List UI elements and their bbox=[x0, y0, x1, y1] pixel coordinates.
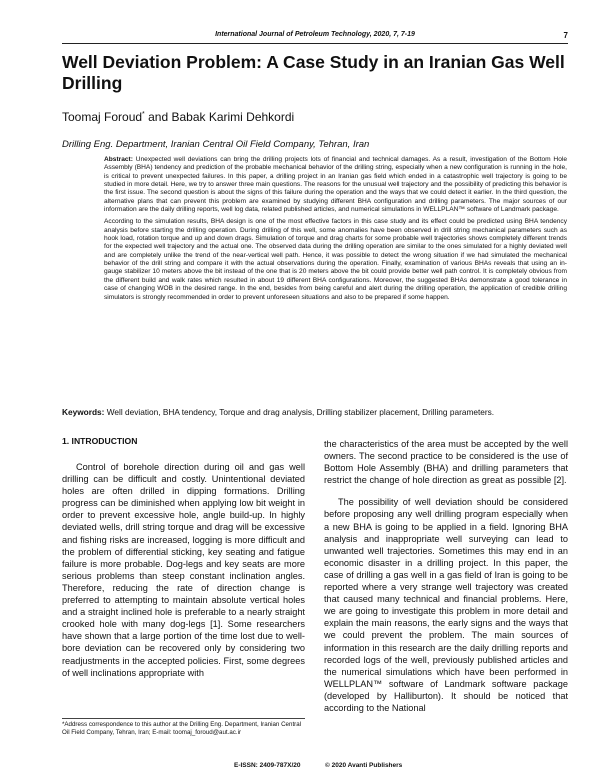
page-number: 7 bbox=[563, 31, 568, 40]
affiliation: Drilling Eng. Department, Iranian Central Oil Field Company, Tehran, Iran bbox=[62, 139, 370, 150]
running-header: International Journal of Petroleum Technology, 2020, 7, 7-19 bbox=[215, 31, 415, 38]
author-list bbox=[62, 110, 294, 124]
author-first: Toomaj Foroud bbox=[62, 110, 143, 124]
keywords-text: Well deviation, BHA tendency, Torque and drag analysis, Drilling stabilizer placement, Drilling parameters. bbox=[106, 407, 495, 417]
header-rule bbox=[62, 43, 568, 44]
footer-issn: E-ISSN: 2409-787X/20 bbox=[234, 762, 301, 769]
corresponding-mark: * bbox=[142, 111, 145, 118]
intro-paragraph-1: Control of borehole direction during oil and gas well drilling can be difficult and costly. Unintentional deviated holes are often drilled in dipping formations. Drilling progress can be diminished when applying low bit weight in order to prevent excessive hole, angle build-up. In highly deviated wells, drill string torque and drag will be excessive and fishing risks are increased, logging is more difficult and the problem of differential sticking, key seating and fatigue failure is more probable. Dog-legs and key seats are more serious problems than steep constant inclination angles. Therefore, reducing the rate of direction change is preferred to attempting to maintain absolute vertical holes and a straight inclined hole is preferable to a nearly straight crooked hole with many dog-legs [1]. Some researchers have shown that a large portion of the time lost due to well-bore deviation can be recovered only by considering two readjustments in the accepted policies. First, some degrees of well inclinations appropriate with bbox=[62, 462, 305, 678]
section-heading: 1. INTRODUCTION bbox=[62, 436, 138, 446]
abstract-paragraph-1 bbox=[104, 156, 567, 214]
footnote: *Address correspondence to this author at the Drilling Eng. Department, Iranian Central Oil Field Company, Tehran, Iran; E-mail: toomaj_foroud@aut.ac.ir bbox=[62, 721, 302, 737]
intro-paragraph-continued: the characteristics of the area must be accepted by the well owners. The second practice to be considered is the use of Bottom Hole Assembly (BHA) and drilling parameters that restrict the change of hole direction as great as possible [2]. bbox=[324, 439, 568, 486]
footnote-rule bbox=[62, 718, 305, 719]
right-column bbox=[324, 438, 568, 724]
intro-paragraph-2: The possibility of well deviation should be considered before proposing any well drilling program especially when a new BHA is going to be applied in a field. Ignoring BHA analysis and inappropriate well surveying can lead to unwanted well trajectories. Sometimes this may end in an economic disaster in a drilling project. In this paper, the case of drilling a gas well in a gas field of Iran is going to be reported where a very strange well trajectory was created that caused many technical and financial problems. Here, we are going to investigate this problem in more detail and explain the main reasons, the early signs and the ways that we could prevent the problem. The main sources of information in this research are the daily drilling reports and recorded logs of the well, previously published articles and the numerical simulations which have been performed in WELLPLAN™ software of Landmark software package (developed by Halliburton). It should be noticed that according to the National bbox=[324, 497, 568, 713]
keywords bbox=[62, 407, 582, 417]
abstract-paragraph-2: According to the simulation results, BHA design is one of the most effective factors in this case study and its effect could be predicted using BHA tendency analysis before starting the drilling operation. During drilling of this well, some anomalies have been observed in drill string mechanical parameters such as hook load, rotation torque and up and down drags. Simulation of torque and drag charts for some probable well trajectories shows completely different trends for the expected well trajectory and the actual one. The observed data during the drilling operation are similar to the ones simulated for a highly deviated well and are completely unlike the trend of the near-vertical well path. Hence, it was possible to detect the wrong situation if we had simulated the mechanical behavior of the drill string and compare it with the actual observations during the operation. Finally, examination of various BHAs reveals that using an in-gauge stabilizer 10 meters above the bit instead of the one that is 20 meters above the bit could provide better well path control. It is completely obvious from the different build and walk rates which resulted in about 19 different BHA configurations. Moreover, the suggested BHAs demonstrate a good tolerance in case of changing WOB in the desired range. In the end, besides from being careful and alert during the drilling operation, the application of credible drilling simulators is strongly recommended in order to prevent unforeseen situations and also to be prepared if some happen. bbox=[104, 218, 567, 301]
abstract bbox=[104, 156, 567, 306]
left-column bbox=[62, 461, 305, 689]
keywords-label: Keywords: bbox=[62, 407, 105, 417]
author-rest: and Babak Karimi Dehkordi bbox=[144, 110, 295, 124]
footer-copyright: © 2020 Avanti Publishers bbox=[325, 762, 403, 769]
abstract-label: Abstract: bbox=[104, 156, 133, 163]
paper-title: Well Deviation Problem: A Case Study in an Iranian Gas Well Drilling bbox=[62, 52, 565, 93]
abstract-text-1: Unexpected well deviations can bring the drilling projects lots of financial and technical damages. As a result, investigation of the Bottom Hole Assembly (BHA) tendency and prediction of the probable mechanical behavior of the drilling string, especially when a new configuration is running in the hole, is critical to prevent unexpected failures. In this paper, a drilling project in an Iranian gas field which ended in a catastrophic well trajectory is going to be studied in more detail. Here, we try to answer three main questions. The reasons for the unusual well trajectory and the possibility of predicting this behavior is the first issue. The second question is about the signs of this failure during the operation and the ways that we could detect it earlier. In the third question, the alternative plans that can prevent this problem are examined by studying different BHA configuration and drilling parameters. The major sources of our information are the daily drilling reports, well log data, related published articles, and numerical simulations in WELLPLAN™ software of Landmark package. bbox=[104, 156, 567, 214]
